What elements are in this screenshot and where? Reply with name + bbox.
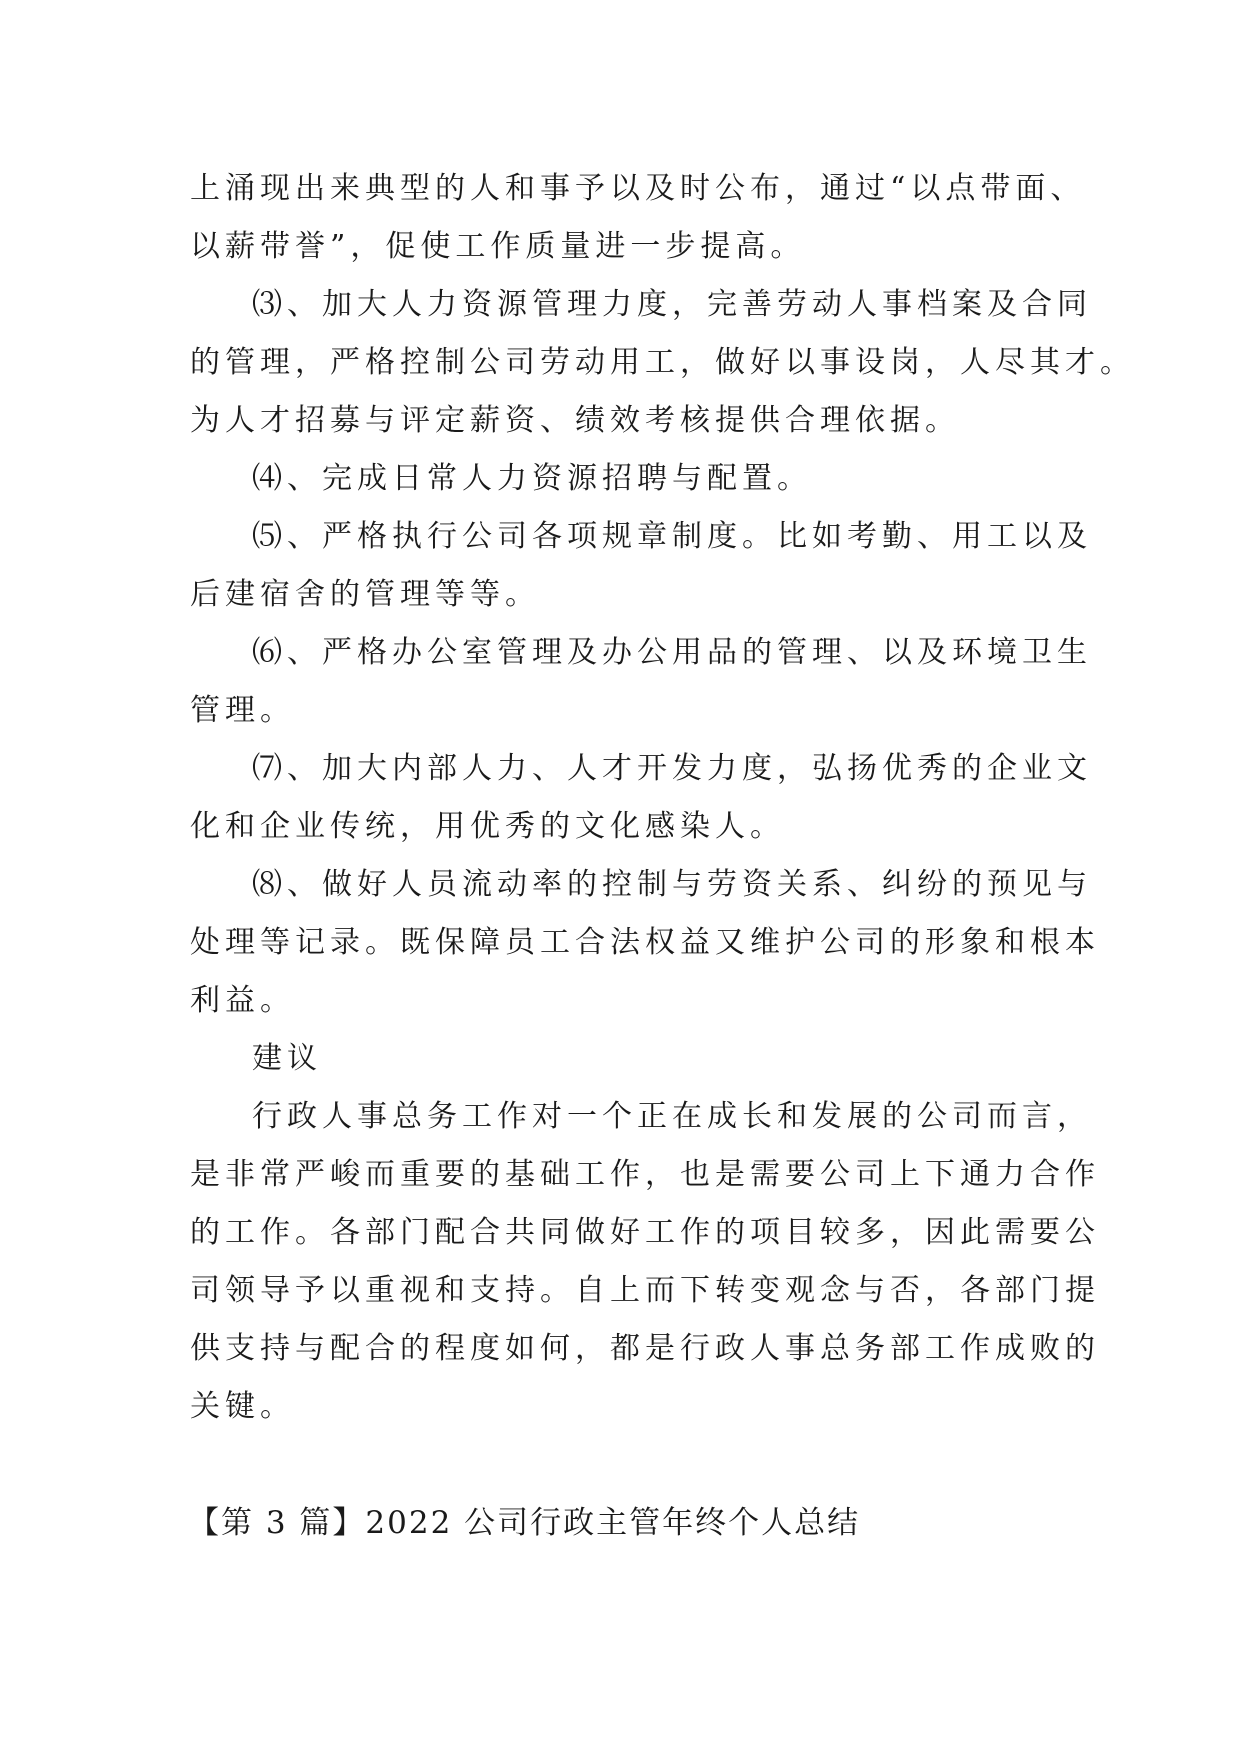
list-item-4: ⑷、完成日常人力资源招聘与配置。: [252, 461, 812, 496]
text-line: 利益。: [190, 983, 295, 1018]
text-line: 的工作。各部门配合共同做好工作的项目较多，因此需要公: [190, 1215, 1100, 1250]
text-line: 司领导予以重视和支持。自上而下转变观念与否，各部门提: [190, 1273, 1100, 1308]
list-item-3: ⑶、加大人力资源管理力度，完善劳动人事档案及合同: [252, 287, 1092, 322]
text-line: 为人才招募与评定薪资、绩效考核提供合理依据。: [190, 403, 960, 438]
text-line: 后建宿舍的管理等等。: [190, 577, 540, 612]
list-item-8: ⑻、做好人员流动率的控制与劳资关系、纠纷的预见与: [252, 867, 1092, 902]
text-line: 上涌现出来典型的人和事予以及时公布，通过“以点带面、: [190, 171, 1086, 206]
document-body: [188, 160, 1135, 1552]
paragraph-line: 行政人事总务工作对一个正在成长和发展的公司而言，: [252, 1099, 1092, 1134]
section-heading: 【第 3 篇】2022 公司行政主管年终个人总结: [188, 1505, 861, 1541]
text-line: 管理。: [190, 693, 295, 728]
text-line: 是非常严峻而重要的基础工作，也是需要公司上下通力合作: [190, 1157, 1100, 1192]
text-line: 化和企业传统，用优秀的文化感染人。: [190, 809, 785, 844]
list-item-5: ⑸、严格执行公司各项规章制度。比如考勤、用工以及: [252, 519, 1092, 554]
text-line: 关键。: [190, 1389, 295, 1424]
list-item-6: ⑹、严格办公室管理及办公用品的管理、以及环境卫生: [252, 635, 1092, 670]
text-line: 以薪带誉”，促使工作质量进一步提高。: [190, 229, 806, 264]
text-line: 处理等记录。既保障员工合法权益又维护公司的形象和根本: [190, 925, 1100, 960]
blank-line: [190, 1436, 1060, 1494]
list-item-7: ⑺、加大内部人力、人才开发力度，弘扬优秀的企业文: [252, 751, 1092, 786]
text-line: 的管理，严格控制公司劳动用工，做好以事设岗，人尽其才。: [190, 345, 1135, 380]
suggestion-heading: 建议: [252, 1041, 322, 1076]
text-line: 供支持与配合的程度如何，都是行政人事总务部工作成败的: [190, 1331, 1100, 1366]
